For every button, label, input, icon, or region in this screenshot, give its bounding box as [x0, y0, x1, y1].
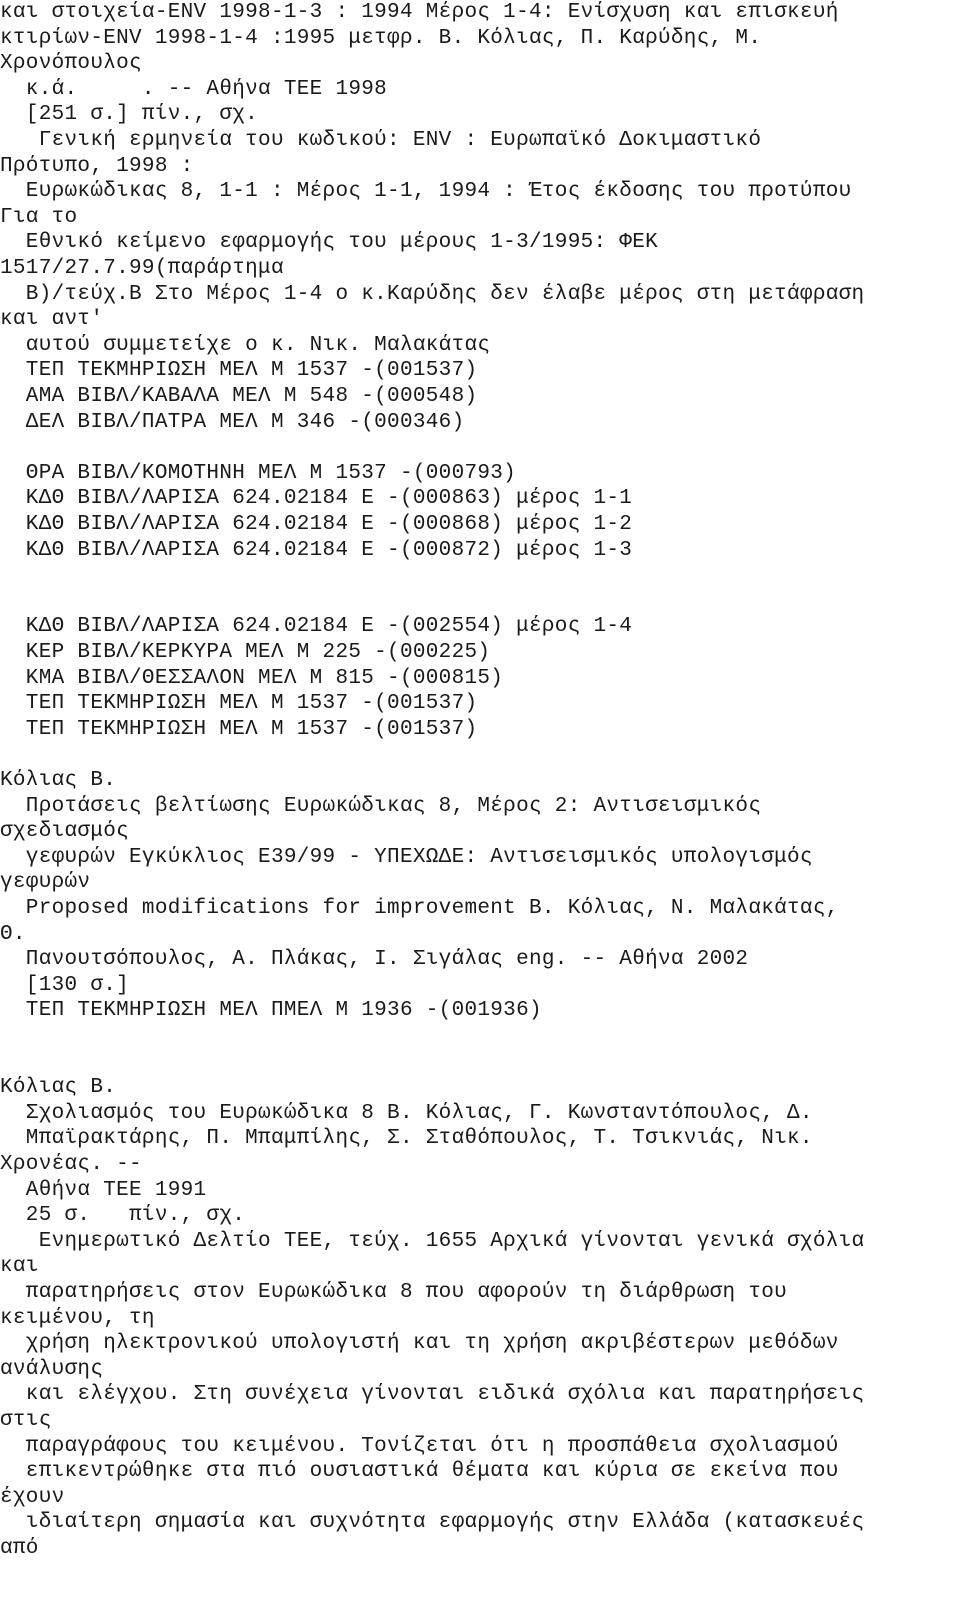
text-line: έχουν — [0, 1485, 65, 1509]
text-line: Κόλιας Β. — [0, 769, 117, 792]
text-line: χρήση ηλεκτρονικού υπολογιστή και τη χρήση ακριβέστερων μεθόδων — [0, 1332, 839, 1356]
text-line: στις — [0, 1409, 52, 1432]
text-line: αυτού συμμετείχε ο κ. Νικ. Μαλακάτας — [0, 333, 491, 357]
text-line: Proposed modifications for improvement Β. Κόλιας, Ν. Μαλακάτας, — [0, 897, 839, 920]
text-line: Ευρωκώδικας 8, 1-1 : Μέρος 1-1, 1994 : Έτος έκδοσης του προτύπου — [0, 180, 852, 204]
text-line: ΚΔΘ ΒΙΒΛ/ΛΑΡΙΣΑ 624.02184 Ε -(000872) μέρος 1-3 — [0, 538, 633, 562]
text-line: ιδιαίτερη σημασία και συχνότητα εφαρμογής στην Ελλάδα (κατασκευές — [0, 1511, 865, 1535]
text-line: Πανουτσόπουλος, Α. Πλάκας, Ι. Σιγάλας eng. -- Αθήνα 2002 — [0, 948, 749, 972]
text-line: κειμένου, τη — [0, 1306, 155, 1330]
text-line: Β)/τεύχ.Β Στο Μέρος 1-4 ο κ.Καρύδης δεν έλαβε μέρος στη μετάφραση — [0, 282, 865, 306]
text-line: ανάλυσης — [0, 1357, 104, 1381]
text-line: ΚΔΘ ΒΙΒΛ/ΛΑΡΙΣΑ 624.02184 Ε -(002554) μέρος 1-4 — [0, 615, 633, 639]
text-line: Μπαϊρακτάρης, Π. Μπαμπίλης, Σ. Σταθόπουλος, Τ. Τσικνιάς, Νικ. — [0, 1127, 813, 1151]
text-line: Πρότυπο, 1998 : — [0, 154, 194, 178]
text-line: [251 σ.] πίν., σχ. — [0, 103, 259, 127]
text-line: γεφυρών Εγκύκλιος Ε39/99 - ΥΠΕΧΩΔΕ: Αντισεισμικός υπολογισμός — [0, 845, 813, 869]
text-line: και αντ' — [0, 308, 104, 332]
text-line: ΤΕΠ ΤΕΚΜΗΡΙΩΣΗ ΜΕΛ Μ 1537 -(001537) — [0, 359, 478, 383]
text-line: και — [0, 1255, 39, 1279]
text-line: και στοιχεία-ENV 1998-1-3 : 1994 Μέρος 1-4: Ενίσχυση και επισκευή — [0, 1, 839, 24]
text-line: κ.ά. . -- Αθήνα ΤΕΕ 1998 — [0, 77, 388, 101]
text-line: Για το — [0, 205, 78, 229]
text-line: ΤΕΠ ΤΕΚΜΗΡΙΩΣΗ ΜΕΛ Μ 1537 -(001537) — [0, 717, 478, 741]
text-line: [130 σ.] — [0, 973, 130, 997]
text-line: ΘΡΑ ΒΙΒΛ/ΚΟΜΟΤΗΝΗ ΜΕΛ Μ 1537 -(000793) — [0, 461, 517, 485]
text-line: Σχολιασμός του Ευρωκώδικα 8 Β. Κόλιας, Γ. Κωνσταντόπουλος, Δ. — [0, 1101, 813, 1125]
text-line: ΤΕΠ ΤΕΚΜΗΡΙΩΣΗ ΜΕΛ Μ 1537 -(001537) — [0, 692, 478, 716]
text-line: σχεδιασμός — [0, 820, 130, 844]
text-line: Εθνικό κείμενο εφαρμογής του μέρους 1-3/1995: ΦΕΚ — [0, 231, 659, 255]
text-line: Αθήνα ΤΕΕ 1991 — [0, 1178, 207, 1202]
text-line: παραγράφους του κειμένου. Τονίζεται ότι η προσπάθεια σχολιασμού — [0, 1434, 839, 1458]
text-line: ΔΕΛ ΒΙΒΛ/ΠΑΤΡΑ ΜΕΛ Μ 346 -(000346) — [0, 410, 465, 434]
text-line: Θ. — [0, 922, 26, 946]
text-line: κτιρίων-ENV 1998-1-4 :1995 μετφρ. Β. Κόλιας, Π. Καρύδης, Μ. — [0, 26, 762, 50]
text-line: και ελέγχου. Στη συνέχεια γίνονται ειδικά σχόλια και παρατηρήσεις — [0, 1383, 865, 1407]
text-line: 1517/27.7.99(παράρτημα — [0, 257, 284, 280]
text-line: Ενημερωτικό Δελτίο ΤΕΕ, τεύχ. 1655 Αρχικά γίνονται γενικά σχόλια — [0, 1229, 865, 1253]
text-line: ΚΔΘ ΒΙΒΛ/ΛΑΡΙΣΑ 624.02184 Ε -(000863) μέρος 1-1 — [0, 487, 633, 511]
text-line: Χρονέας. -- — [0, 1153, 142, 1176]
text-line: Χρονόπουλος — [0, 52, 142, 76]
text-line: ΚΕΡ ΒΙΒΛ/ΚΕΡΚΥΡΑ ΜΕΛ Μ 225 -(000225) — [0, 641, 491, 664]
text-line: Προτάσεις βελτίωσης Ευρωκώδικας 8, Μέρος 2: Αντισεισμικός — [0, 794, 762, 818]
text-line: παρατηρήσεις στον Ευρωκώδικα 8 που αφορούν τη διάρθρωση του — [0, 1281, 788, 1304]
text-line: 25 σ. πίν., σχ. — [0, 1204, 246, 1228]
text-line: ΑΜΑ ΒΙΒΛ/ΚΑΒΑΛΑ ΜΕΛ Μ 548 -(000548) — [0, 385, 478, 408]
text-line: από — [0, 1537, 39, 1560]
text-line: ΚΔΘ ΒΙΒΛ/ΛΑΡΙΣΑ 624.02184 Ε -(000868) μέρος 1-2 — [0, 513, 633, 536]
text-line: ΤΕΠ ΤΕΚΜΗΡΙΩΣΗ ΜΕΛ ΠΜΕΛ Μ 1936 -(001936) — [0, 999, 542, 1023]
text-line: Γενική ερμηνεία του κωδικού: ENV : Ευρωπαϊκό Δοκιμαστικό — [0, 129, 762, 152]
text-line: Κόλιας Β. — [0, 1076, 117, 1100]
text-line: επικεντρώθηκε στα πιό ουσιαστικά θέματα και κύρια σε εκείνα που — [0, 1460, 839, 1484]
text-line: ΚΜΑ ΒΙΒΛ/ΘΕΣΣΑΛΟΝ ΜΕΛ Μ 815 -(000815) — [0, 666, 504, 690]
text-line: γεφυρών — [0, 871, 91, 895]
